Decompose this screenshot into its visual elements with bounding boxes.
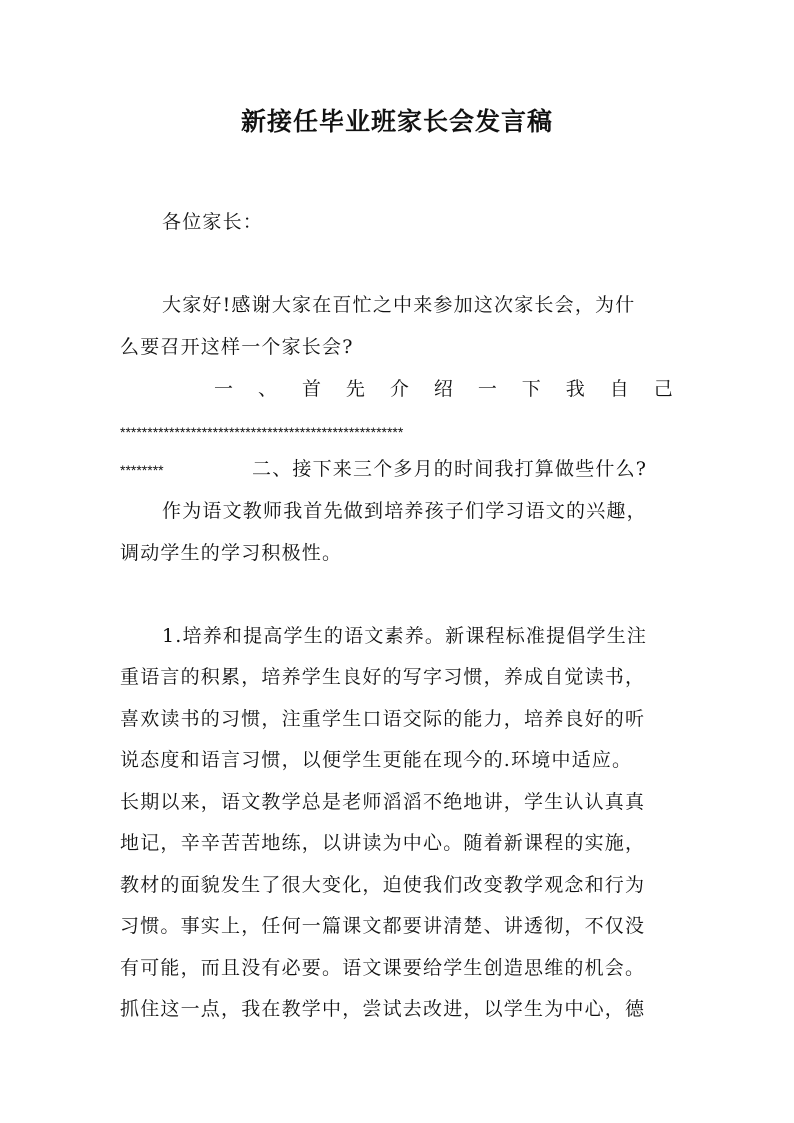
heading-1-char: 首 <box>301 378 323 400</box>
paragraph-3-line: 有可能，而且没有必要。语文课要给学生创造思维的机会。 <box>120 957 646 979</box>
paragraph-3-line: 抓住这一点，我在教学中，尝试去改进，以学生为中心，德 <box>120 998 646 1020</box>
heading-1-char: 介 <box>389 378 411 400</box>
paragraph-3-line: 习惯。事实上，任何一篇课文都要讲清楚、讲透彻，不仅没 <box>120 915 646 937</box>
paragraph-3-line: 长期以来，语文教学总是老师滔滔不绝地讲，学生认认真真 <box>120 791 646 813</box>
paragraph-3-line: 说态度和语言习惯，以便学生更能在现今的.环境中适应。 <box>120 749 633 771</box>
heading-1-char: 己 <box>653 378 674 400</box>
paragraph-3-line: 地记，辛辛苦苦地练，以讲读为中心。随着新课程的实施， <box>120 832 646 854</box>
asterisk-line-2: ******** <box>120 462 164 478</box>
asterisk-line-1: **************************************************** <box>120 424 404 440</box>
heading-1-char: 我 <box>565 378 586 400</box>
heading-1 <box>214 375 674 403</box>
paragraph-1-line-2: 么要召开这样一个家长会? <box>120 336 354 358</box>
heading-1-char: 先 <box>345 378 367 400</box>
paragraph-3-line: 喜欢读书的习惯，注重学生口语交际的能力，培养良好的听 <box>120 708 646 730</box>
heading-1-char: 下 <box>521 378 542 400</box>
heading-1-char: 绍 <box>433 378 455 400</box>
paragraph-2-line-2: 调动学生的学习积极性。 <box>120 542 343 564</box>
paragraph-2-line-1: 作为语文教师我首先做到培养孩子们学习语文的兴趣， <box>162 500 647 522</box>
heading-1-char: 一 <box>214 378 235 400</box>
salutation: 各位家长： <box>162 211 264 233</box>
paragraph-3-line: 1.培养和提高学生的语文素养。新课程标准提倡学生注 <box>162 625 648 647</box>
heading-1-char: 自 <box>609 378 630 400</box>
heading-2: 二、接下来三个多月的时间我打算做些什么? <box>252 458 648 480</box>
document-title: 新接任毕业班家长会发言稿 <box>240 107 553 136</box>
heading-1-char: 一 <box>477 378 499 400</box>
heading-1-char: 、 <box>257 378 279 400</box>
paragraph-1-line-1: 大家好!感谢大家在百忙之中来参加这次家长会，为什 <box>162 294 636 316</box>
paragraph-3-line: 重语言的积累，培养学生良好的写字习惯，养成自觉读书， <box>120 666 646 688</box>
paragraph-3-line: 教材的面貌发生了很大变化，迫使我们改变教学观念和行为 <box>120 874 646 896</box>
